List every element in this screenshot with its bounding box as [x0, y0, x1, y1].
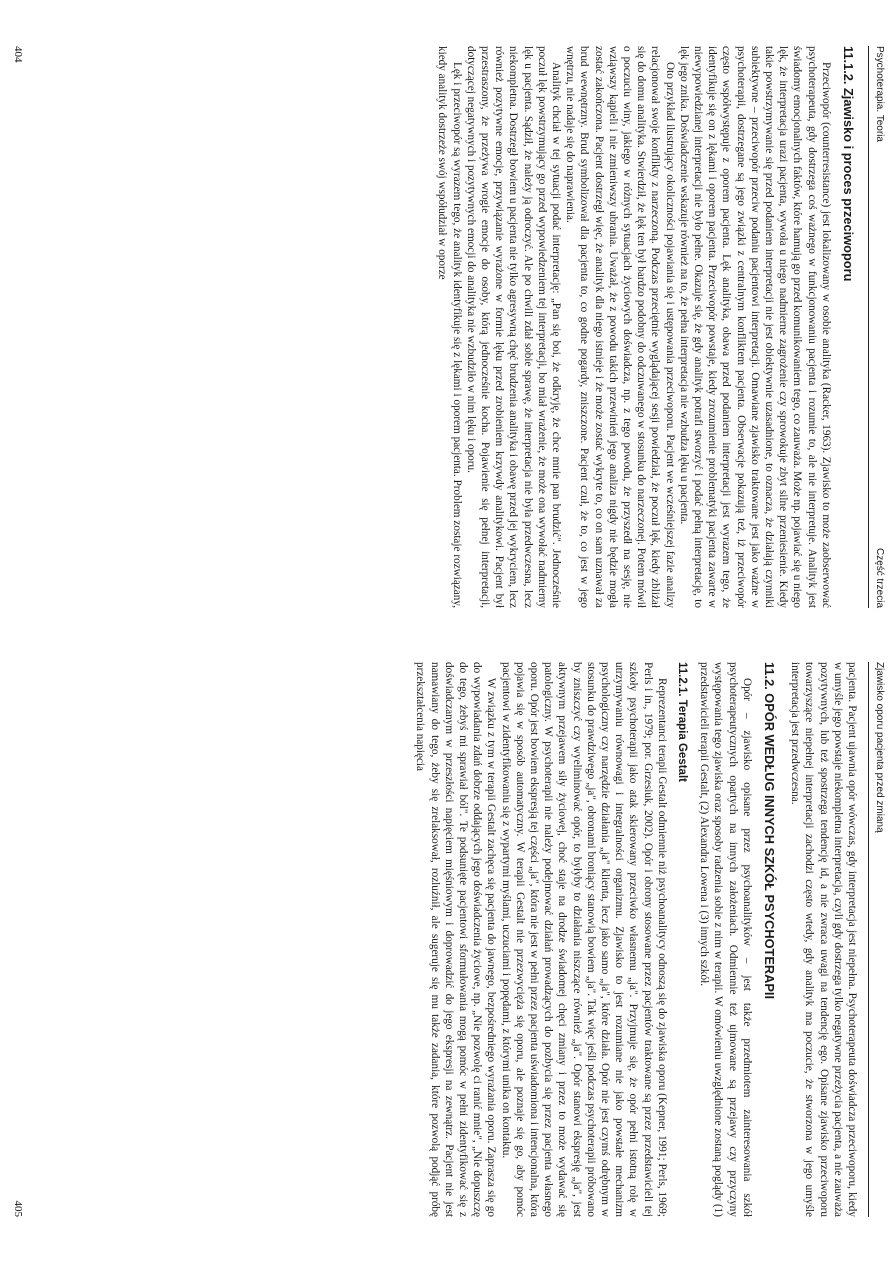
header-title: Psychoterapia. Teoria	[874, 46, 885, 142]
header-part: Część trzecia	[874, 547, 885, 608]
page-number: 405	[12, 1200, 24, 1217]
paragraph: pacjenta. Pacjent ujawnia opór wówczas, gdy interpretacja jest niepełna. Psychoterapeuta doświadcza przeciwoporu, kiedy w umyśle jego powstaje niekompletna interpretacja, czyli gdy dostrzega tylko negatywne przeżycia pacjenta, a nie zauważa pozytywnych, lub też spostrzega tendencję id, a nie zwraca uwagi na tendencję ego. Opisane zjawisko przeciwoporu towarzyszące niepełnej interpretacji zachodzi często wtedy, gdy analityk ma poczucie, że stworzona w jego umyśle interpretacja jest przedwczesna.	[789, 662, 858, 1217]
section-heading: 11.2. OPÓR WEDŁUG INNYCH SZKÓŁ PSYCHOTERAPII	[761, 662, 777, 1000]
paragraph: W związku z tym w terapii Gestalt zachęca się pacjenta do jawnego, bezpośredniego wyrażania oporu. Zaprasza się go do wypowiadania zdań dobrze oddających jego doświadczenia życiowe, np. „Nie pozwolę ci ranić mnie", „Nie dopuszczę do tego, żebyś mi sprawiał ból". Te podsunięte pacjentowi sformułowania mogą pomóc w pełni zidentyfikować się z doświadczanym w przeszłości napięciem mięśniowym i doprowadzić do jego ekspresji na zewnątrz. Pacjent nie jest namawiany do tego, żeby się zrelaksował, rozluźnił, ale sugeruje się mu także zadania, które pozwolą podjąć próbę przekształcenia napięcia	[414, 662, 498, 1217]
header-rule	[868, 46, 869, 608]
section-heading: 11.1.2. Zjawisko i proces przeciwoporu	[841, 46, 856, 282]
header-title: Zjawisko oporu pacjenta przed zmianą	[874, 662, 885, 833]
paragraph: Reprezentanci terapii Gestalt odmiennie niż psychoanalitycy odnoszą się do zjawiska oporu (Kepner, 1991; Perls, 1969; Perls i in., 1979; por. Grzesiuk, 2002). Opór i obrony stosowane przez pacjentów traktowane są przez przedstawicieli tej szkoły psychoterapii jako atak skierowany przeciwko własnemu „ja". Przyjmuje się, że opór pełni istotną rolę w utrzymywaniu równowagi i integralności organizmu. Zjawisko to jest rozumiane nie jako powstałe mechanizm psychologiczny czy narzędzie działania „ja" klienta, lecz jako samo „ja", które działa. Opór nie jest czymś odrębnym w stosunku do prawdziwego „ja", obronami broniący stanowią bowiem „ja". Tak więc jeśli podczas psychoterapii próbowano by zniszczyć czy wyeliminować opór, to byłyby to działania niszczące również „ja". Opór stanowi ekspresję „ja", jest aktywnym przejawem siły życiowej, choć staje na drodze świadomej chęci zmiany i przez to może wydawać się patologiczny. W psychoterapii nie należy podejmować działań prowadzących do pozbycia się przez pacjenta własnego oporu. Opór jest bowiem ekspresją tej części „ja", która nie jest w pełni przez pacjenta uświadomiona i intencjonalna, która pojawia się w sposób automatyczny. W terapii Gestalt nie przezwycięża się oporu, ale poznaje się go, aby pomóc pacjentowi w zidentyfikowaniu się z wypartymi myślami, uczuciami i popędami, z którymi unika on kontaktu.	[499, 662, 668, 1217]
paragraph: Przeciwopór (counterresistance) jest lokalizowany w osobie analityka (Racker, 1963). Zjawisko to może zaobserwować psychoterapeuta, gdy dostrzega coś ważnego w funkcjonowaniu pacjenta i rozumie to, ale nie interpretuje. Analityk jest świadomy emocjonalnych faktów, które hamują go przed komunikowaniem tego, co zauważa. Może np. pojawiać się u niego lęk, że interpretacja urazi pacjenta, wywoła u niego nadmierne zagrożenie czy sprowokuje zbyt silne przeniesienie. Kiedy takie powstrzymywanie się przed podaniem interpretacji nie jest obiektywnie uzasadnione, to oznacza, że działają czynniki subiektywne – przeciwopór przeciw podaniu pacjentowi interpretacji. Omawiane zjawisko traktowane jest jako ważne w psychoterapii, dostrzegane są jego związki z centralnym konfliktem pacjenta. Obserwacje pokazują też, iż przeciwopór często współwystępuje z oporem pacjenta. Lęk analityka, obawa przed podaniem interpretacji jest wyrazem tego, że identyfikuje się on z lękami i oporem pacjenta. Przeciwopór powstaje, kiedy zrozumienie problematyki pacjenta zawarte w niewypowiedzianej interpretacji nie było pełne. Okazuje się, że gdy analityk potrafi stworzyć i podać pełną interpretację, to lęk jego znika. Doświadczenie wskazuje również na to, że pełna interpretacja nie wzbudza lęku u pacjenta.	[677, 46, 832, 608]
paragraph: Lęk i przeciwopór są wyrazem tego, że analityk identyfikuje się z lękami i oporem pacjenta. Problem zostaje rozwiązany, kiedy analityk dostrzeże swój współudział w oporze	[436, 46, 463, 608]
running-header	[867, 46, 893, 608]
paragraph: Oto przykład ilustrujący okoliczności pojawiania się i ustępowania przeciwoporu. Pacjent we wcześniejszej fazie analizy relacjonował swoje konflikty z narzeczoną. Podczas przeciętnie wyglądającej sesji powiedział, że poczuł lęk, kiedy zbliżał się do domu analityka. Stwierdził, że lęk ten był bardzo podobny do odczuwanego w stosunku do narzeczonej. Potem mówił o poczuciu winy, jakiego w różnych sytuacjach życiowych doświadcza, np. z tego powodu, że przyszedł na sesję, nie wziąwszy kąpieli i nie zmieniwszy ubrania. Uważał, że z powodu takich przewinień jego analiza nigdy nie będzie mogła zostać zakończona. Pacjent dostrzegł więc, że analityk dla niego istnieje i że może zostać wykryte to, co on sam uznawał za brud wewnętrzny. Brud symbolizował dla pacjenta to, co godne pogardy, zniszczone. Pacjent czuł, że to, co jest w jego wnętrzu, nie nadaje się do naprawienia.	[564, 46, 676, 608]
subsection-heading: 11.2.1. Terapia Gestalt	[675, 662, 688, 782]
right-page-body	[40, 662, 859, 1217]
header-rule	[868, 662, 869, 1217]
page-number: 404	[12, 46, 24, 63]
paragraph: Analityk chciał w tej sytuacji podać interpretację: „Pan się boi, że odkryję, że chce mnie pan brudzić". Jednocześnie poczuł lęk powstrzymujący go przed wypowiedzeniem tej interpretacji, bo miał wrażenie, że może ona wywołać nadmierny lęk u pacjenta. Sądził, że należy ją odroczyć. Ale po chwili zdał sobie sprawę, że interpretacja nie była przedwczesna, lecz niekompletna. Dostrzegł bowiem u pacjenta nie tylko agresywną chęć brudzenia analityka i obawę przed jej wykryciem, lecz również pozytywne emocje, przywiązanie wyrażone w formie lęku przed zrobieniem krzywdy analitykowi. Pacjent był przestraszony, że przeżywa wrogie emocje do osoby, którą jednocześnie kocha. Pojawienie się pełnej interpretacji, dotyczącej negatywnych i pozytywnych emocji do analityka nie wzbudziło w nim lęku i oporu.	[464, 46, 562, 608]
left-page-body	[40, 46, 859, 608]
right-page	[0, 632, 893, 1263]
paragraph: Opór – zjawisko opisane przez psychoanalityków – jest także przedmiotem zainteresowania szkół psychoterapeutycznych opartych na innych założeniach. Odmiennie też ujmowane są przejawy czy przyczyny występowania tego zjawiska oraz sposoby radzenia sobie z nim w terapii. W omówieniu uwzględnione zostaną poglądy (1) przedstawicieli terapii Gestalt, (2) Alexandra Lowena i (3) innych szkół.	[698, 662, 753, 1217]
running-header	[867, 662, 893, 1217]
